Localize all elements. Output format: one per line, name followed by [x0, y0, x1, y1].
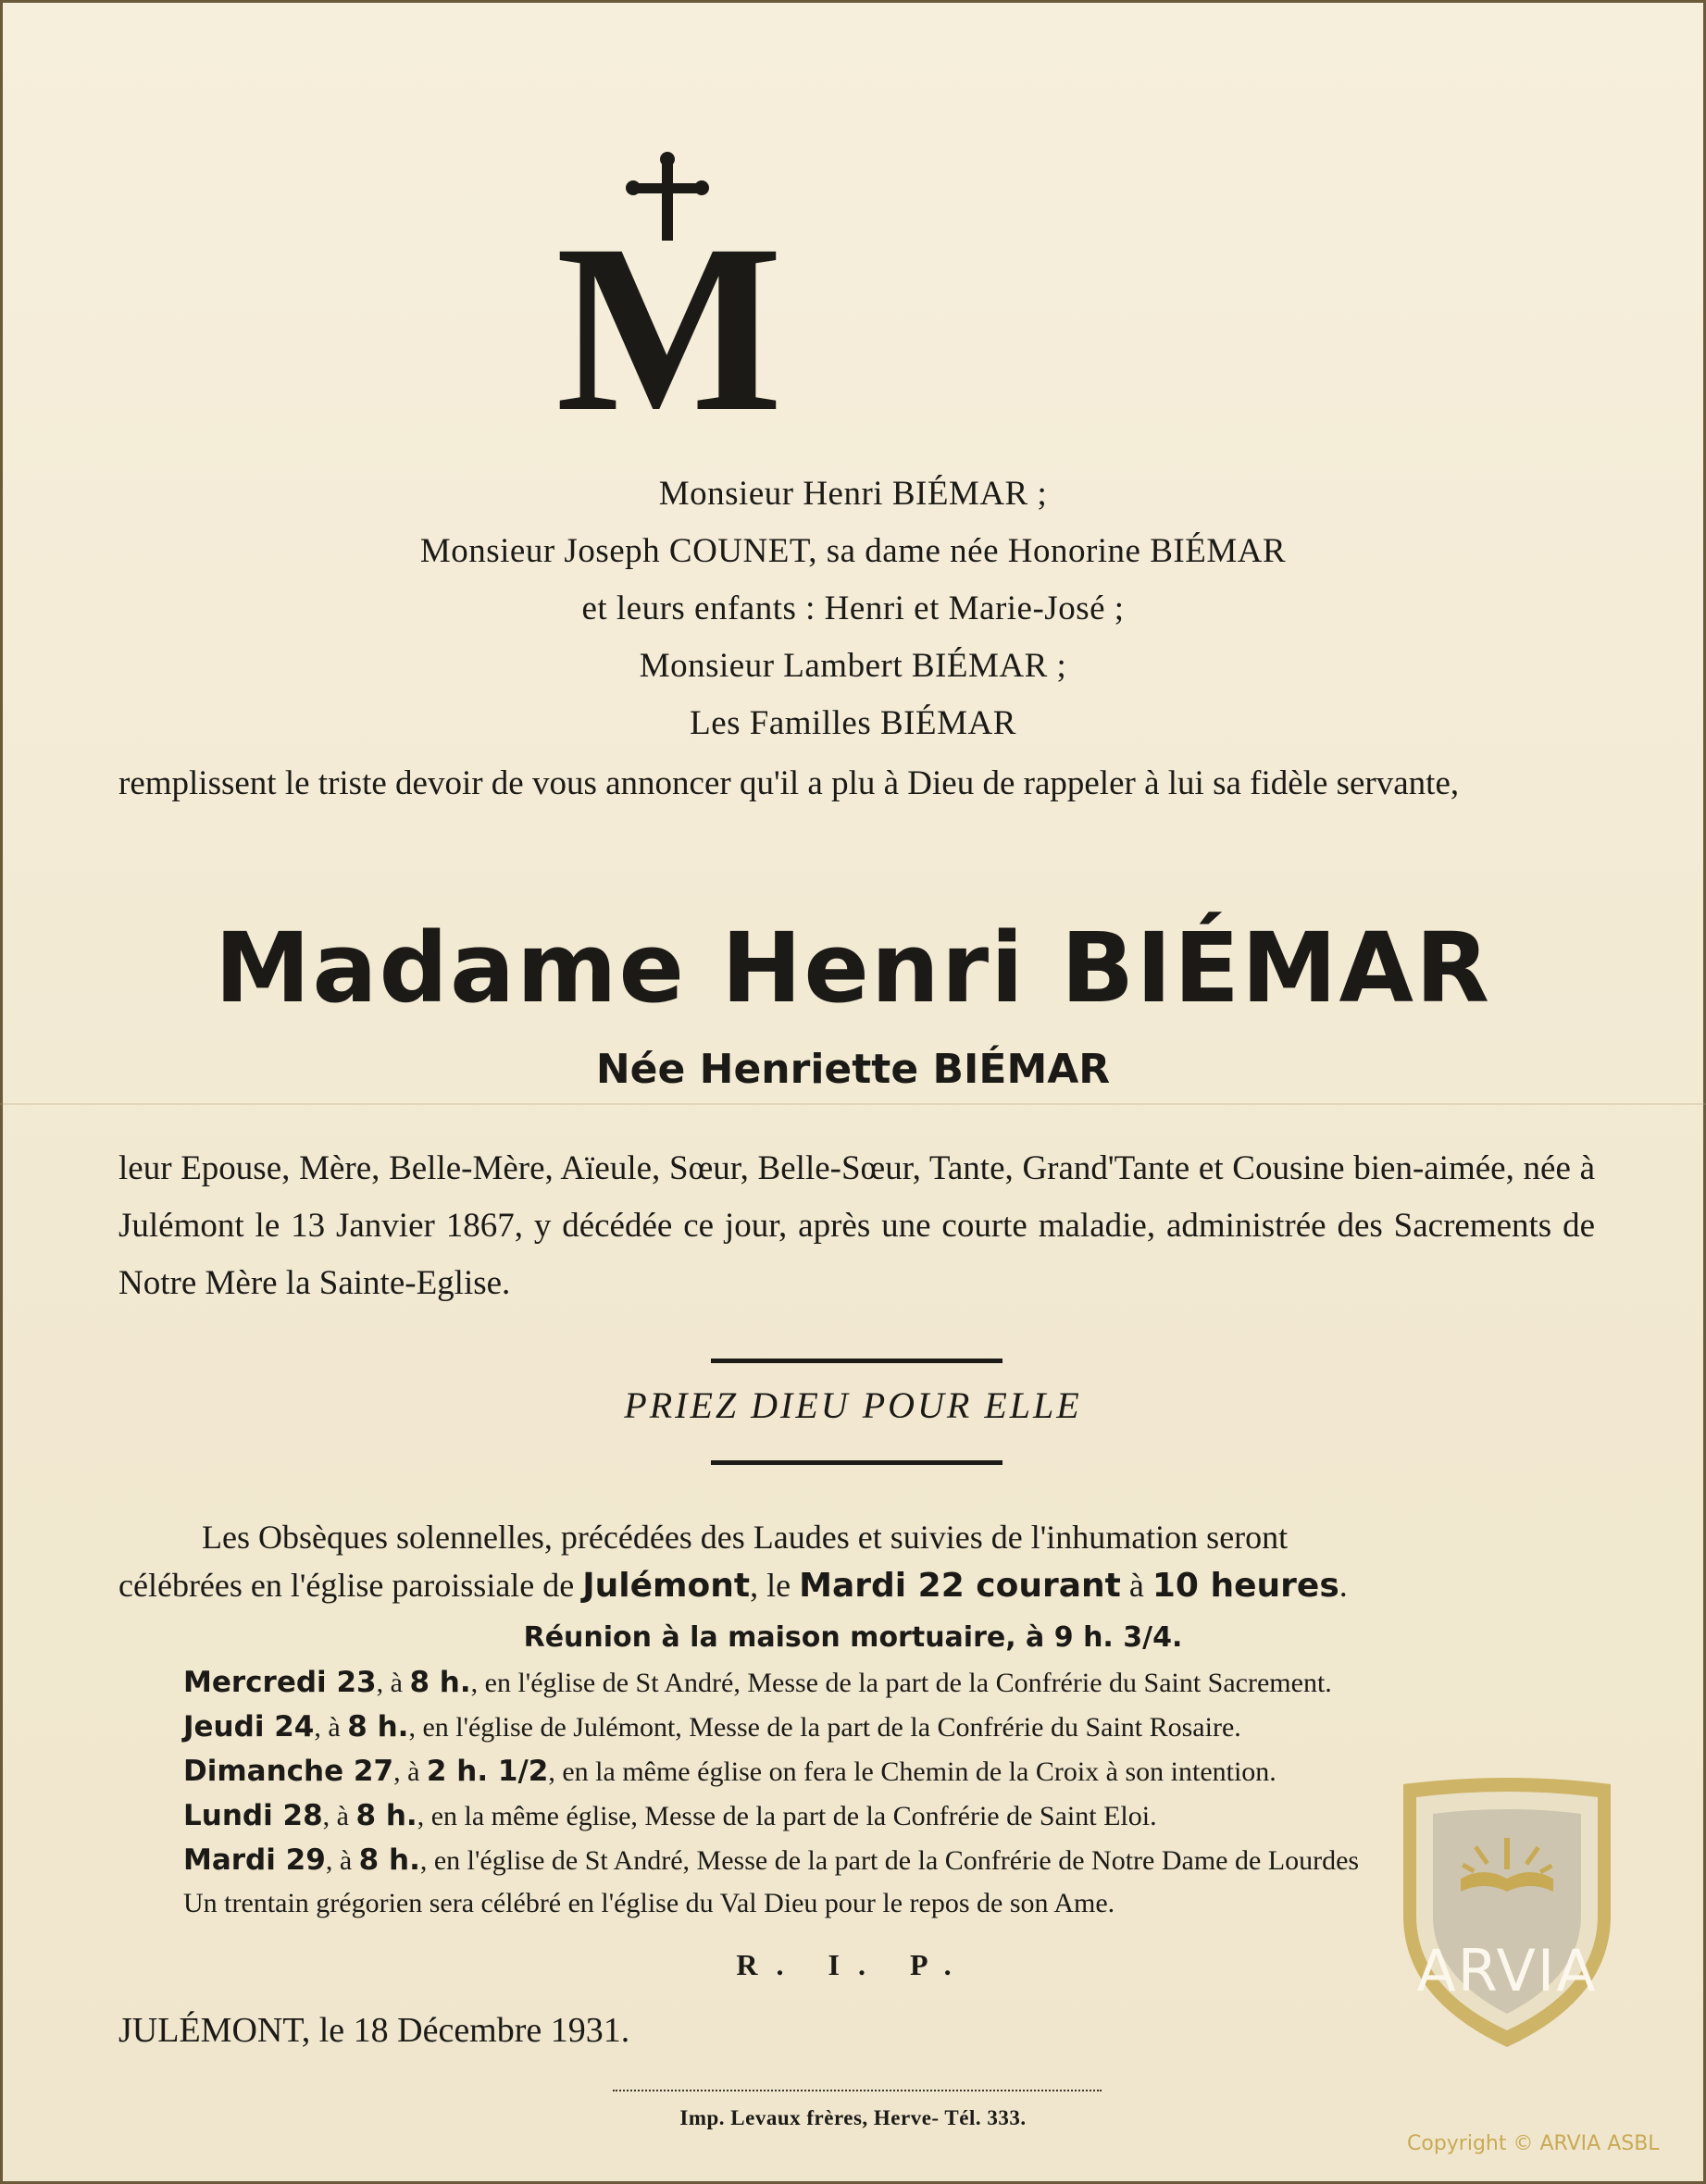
family-line-1: Monsieur Henri BIÉMAR ;: [658, 475, 1048, 513]
funeral-time: 10 heures: [1152, 1567, 1339, 1605]
announcement-text: remplissent le triste devoir de vous annoncer qu'il a plu à Dieu de rappeler à lui sa fidèle servante,: [118, 764, 1460, 802]
funeral-line-2: célébrées en l'église paroissiale de Julémont, le Mardi 22 courant à 10 heures.: [118, 1567, 1348, 1605]
schedule-row: Jeudi 24, à 8 h., en l'église de Julémont, Messe de la part de la Confrérie du Saint Rosaire.: [183, 1710, 1241, 1743]
reunion-line: Réunion à la maison mortuaire, à 9 h. 3/4.: [523, 1621, 1183, 1654]
divider-bottom: [711, 1460, 1002, 1465]
family-line-4: Monsieur Lambert BIÉMAR ;: [639, 647, 1067, 685]
copyright-notice: Copyright © ARVIA ASBL: [1407, 2132, 1660, 2155]
arvia-logo-text: ARVIA: [1416, 1937, 1598, 2004]
deceased-birth-name: Née Henriette BIÉMAR: [595, 1046, 1111, 1093]
printer-line: Imp. Levaux frères, Herve- Tél. 333.: [679, 2106, 1027, 2129]
deceased-description: leur Epouse, Mère, Belle-Mère, Aïeule, Sœur, Belle-Sœur, Tante, Grand'Tante et Cousine bien-aimée, née à Julémont le 13 Janvier 1867, y décédée ce jour, après une courte maladie, administrée des Sacrements de Notre Mère la Sainte-Eglise.: [118, 1149, 1595, 1302]
divider-top: [711, 1359, 1002, 1363]
deceased-name: Madame Henri BIÉMAR: [214, 912, 1492, 1024]
funeral-line-1: Les Obsèques solennelles, précédées des Laudes et suivies de l'inhumation seront: [202, 1519, 1289, 1556]
paper-fold-line: [0, 1103, 1706, 1105]
family-line-3: et leurs enfants : Henri et Marie-José ;: [581, 589, 1125, 627]
arvia-shield-logo-icon: [1396, 1777, 1618, 2054]
prayer-line: PRIEZ DIEU POUR ELLE: [624, 1384, 1082, 1426]
rip-line: R. I. P.: [736, 1948, 970, 1981]
printer-divider: [613, 2090, 1102, 2091]
trentain-line: Un trentain grégorien sera célébré en l'église du Val Dieu pour le repos de son Ame.: [183, 1888, 1115, 1918]
cross-monogram-icon: [555, 157, 783, 462]
dateline: JULÉMONT, le 18 Décembre 1931.: [118, 2011, 630, 2050]
funeral-date: Mardi 22 courant: [799, 1567, 1121, 1605]
schedule-row: Mardi 29, à 8 h., en l'église de St André, Messe de la part de la Confrérie de Notre Dame de Lourdes: [183, 1843, 1360, 1877]
schedule-row: Lundi 28, à 8 h., en la même église, Messe de la part de la Confrérie de Saint Eloi.: [183, 1799, 1157, 1832]
family-line-5: Les Familles BIÉMAR: [690, 704, 1016, 742]
funeral-place: Julémont: [582, 1567, 751, 1605]
schedule-row: Mercredi 23, à 8 h., en l'église de St André, Messe de la part de la Confrérie du Saint Sacrement.: [183, 1666, 1332, 1699]
svg-text:M: M: [555, 195, 783, 462]
family-line-2: Monsieur Joseph COUNET, sa dame née Honorine BIÉMAR: [419, 532, 1287, 570]
schedule-row: Dimanche 27, à 2 h. 1/2, en la même église on fera le Chemin de la Croix à son intention.: [183, 1755, 1276, 1788]
